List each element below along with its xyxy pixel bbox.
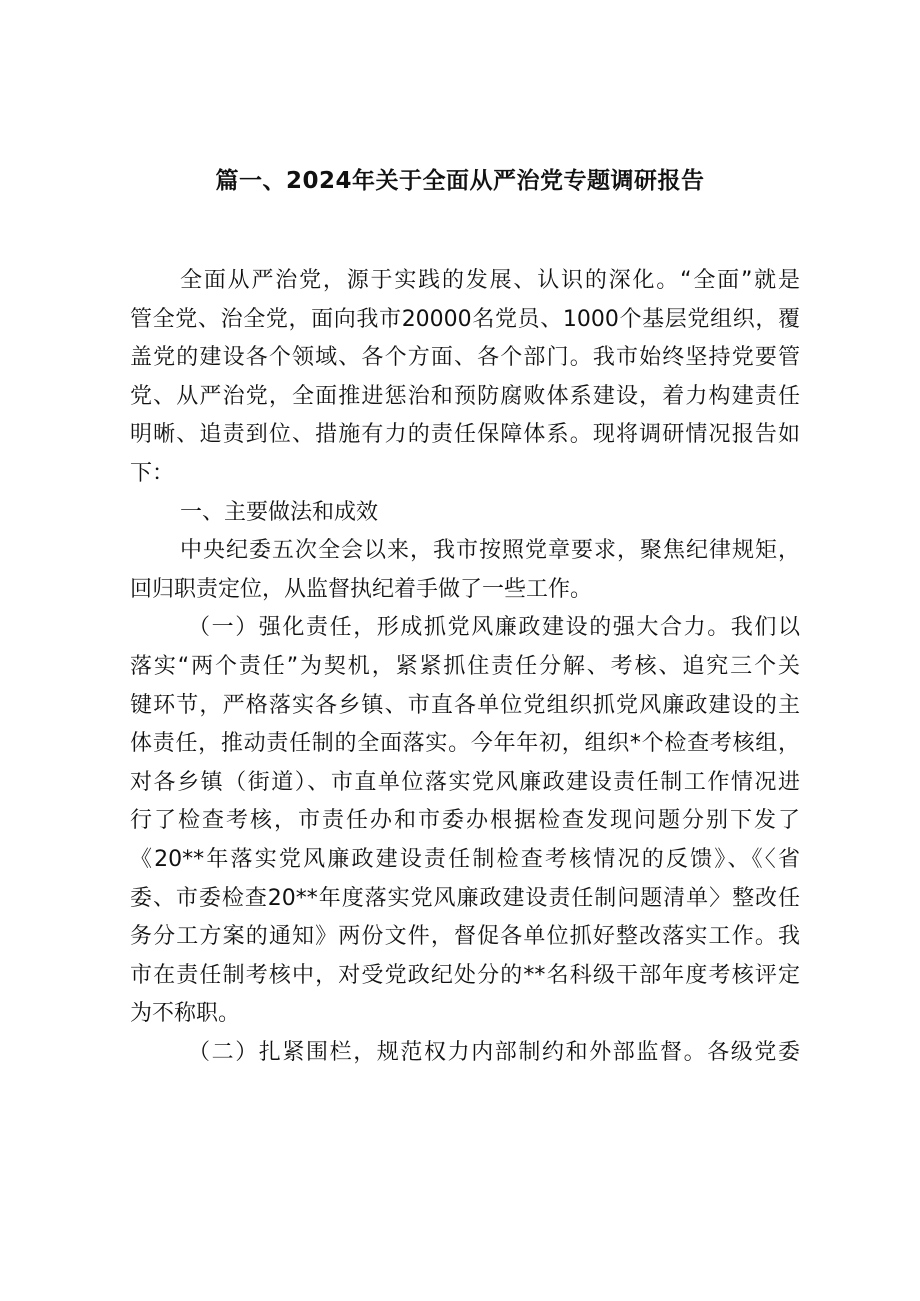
paragraph-line: （一）强化责任，形成抓党风廉政建设的强大合力。我们以 <box>188 615 800 641</box>
paragraph-line: 回归职责定位，从监督执纪着手做了一些工作。 <box>130 576 593 602</box>
paragraph-fence <box>130 1034 800 1073</box>
document-body <box>130 262 800 1072</box>
paragraph-line: 落实“两个责任”为契机，紧紧抓住责任分解、考核、追究三个关 <box>130 653 800 679</box>
paragraph-line: 为不称职。 <box>130 1001 241 1027</box>
paragraph-line: 下： <box>130 460 175 486</box>
paragraph-line: 明晰、追责到位、措施有力的责任保障体系。现将调研情况报告如 <box>130 422 800 448</box>
paragraph-line: 全面从严治党，源于实践的发展、认识的深化。“全面”就是 <box>180 268 800 293</box>
paragraph-line: 管全党、治全党，面向我市20000名党员、1000个基层党组织，覆 <box>130 306 800 332</box>
paragraph-line: 《20**年落实党风廉政建设责任制检查考核情况的反馈》、《〈省 <box>130 846 800 872</box>
paragraph-line: 键环节，严格落实各乡镇、市直各单位党组织抓党风廉政建设的主 <box>130 692 800 718</box>
paragraph-line: 行了检查考核，市责任办和市委办根据检查发现问题分别下发了 <box>130 808 800 834</box>
paragraph-line: 务分工方案的通知》两份文件，督促各单位抓好整改落实工作。我 <box>130 924 800 950</box>
paragraph-line: 中央纪委五次全会以来，我市按照党章要求，聚焦纪律规矩， <box>180 538 800 564</box>
heading-line: 一、主要做法和成效 <box>180 499 379 525</box>
paragraph-overview <box>130 532 800 609</box>
paragraph-line: 党、从严治党，全面推进惩治和预防腐败体系建设，着力构建责任 <box>130 383 800 409</box>
section-heading <box>130 494 800 533</box>
paragraph-line: 盖党的建设各个领域、各个方面、各个部门。我市始终坚持党要管 <box>130 345 800 371</box>
paragraph-line: 对各乡镇（街道）、市直单位落实党风廉政建设责任制工作情况进 <box>130 769 800 795</box>
paragraph-intro <box>130 262 800 494</box>
paragraph-responsibility <box>130 609 800 1034</box>
paragraph-line: 委、市委检查20**年度落实党风廉政建设责任制问题清单〉整改任 <box>130 885 800 911</box>
paragraph-line: 体责任，推动责任制的全面落实。今年年初，组织*个检查考核组， <box>130 731 800 757</box>
paragraph-line: （二）扎紧围栏，规范权力内部制约和外部监督。各级党委 <box>188 1039 800 1065</box>
document-title: 篇一、2024年关于全面从严治党专题调研报告 <box>215 168 705 194</box>
paragraph-line: 市在责任制考核中，对受党政纪处分的**名科级干部年度考核评定 <box>130 962 800 988</box>
